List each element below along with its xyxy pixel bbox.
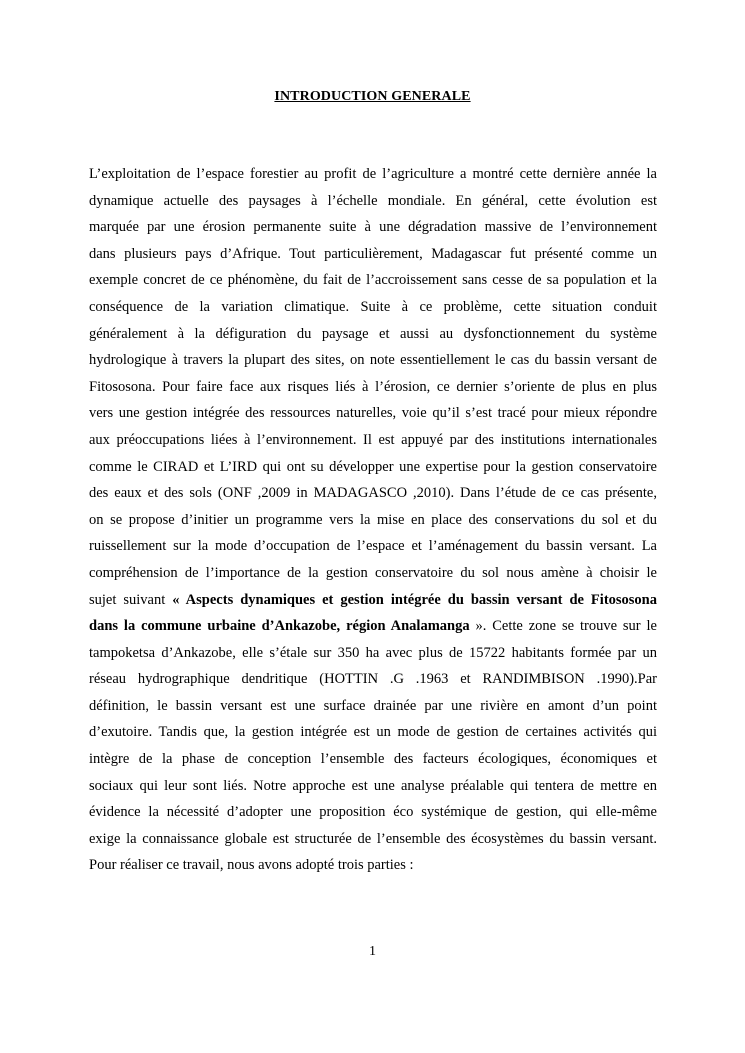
paragraph-line: hydrologique à travers la plupart des sites, on note essentiellement le cas du bassin versant de (89, 352, 657, 369)
paragraph-line: sociaux qui leur sont liés. Notre approche est une analyse préalable qui tentera de mettre en (89, 777, 657, 794)
paragraph-line: exige la connaissance globale est structurée de l’ensemble des écosystèmes du bassin versant. (89, 830, 657, 847)
paragraph-last-line: Pour réaliser ce travail, nous avons adopté trois parties : (89, 857, 414, 874)
subject-line-rest: ». Cette zone se trouve sur le (475, 618, 657, 635)
paragraph-line: compréhension de l’importance de la gestion conservatoire du sol nous amène à choisir le (89, 564, 657, 581)
paragraph-line: généralement à la défiguration du paysage et aussi au dysfonctionnement du système (89, 325, 657, 342)
paragraph-line: comme le CIRAD et L’IRD qui ont su développer une expertise pour la gestion conservatoire (89, 458, 657, 475)
paragraph-line: vers une gestion intégrée des ressources naturelles, voie qu’il s’est tracé pour mieux répondre (89, 405, 657, 422)
paragraph-line: conséquence de la variation climatique. Suite à ce problème, cette situation conduit (89, 298, 657, 315)
paragraph-line: des eaux et des sols (ONF ,2009 in MADAGASCO ,2010). Dans l’étude de ce cas présente, (89, 485, 657, 502)
paragraph-line: dynamique actuelle des paysages à l’échelle mondiale. En général, cette évolution est (89, 192, 657, 209)
paragraph-line: dans plusieurs pays d’Afrique. Tout particulièrement, Madagascar fut présenté comme un (89, 245, 657, 262)
paragraph-line: aux préoccupations liées à l’environnement. Il est appuyé par des institutions internationales (89, 431, 657, 448)
paragraph-line: d’exutoire. Tandis que, la gestion intégrée est un mode de gestion de certaines activités qui (89, 724, 657, 741)
page-number: 1 (369, 944, 376, 959)
paragraph-line: réseau hydrographique dendritique (HOTTIN .G .1963 et RANDIMBISON .1990).Par (89, 671, 657, 688)
paragraph-line-subject-cont (89, 613, 657, 640)
introduction-paragraph (89, 161, 657, 879)
paragraph-line: on se propose d’initier un programme vers la mise en place des conservations du sol et du (89, 511, 657, 528)
paragraph-line: marquée par une érosion permanente suite à une dégradation massive de l’environnement (89, 219, 657, 236)
paragraph-line-subject (89, 587, 657, 614)
paragraph-line: L’exploitation de l’espace forestier au profit de l’agriculture a montré cette dernière année la (89, 166, 657, 182)
paragraph-line: tampoketsa d’Ankazobe, elle s’étale sur 350 ha avec plus de 15722 habitants formée par un (89, 644, 657, 661)
paragraph-line: exemple concret de ce phénomène, du fait de l’accroissement sans cesse de sa population et la (89, 272, 657, 289)
paragraph-line: ruissellement sur la mode d’occupation de l’espace et l’aménagement du bassin versant. La (89, 538, 657, 555)
paragraph-line: définition, le bassin versant est une surface drainée par une rivière en amont d’un point (89, 697, 657, 714)
paragraph-line: évidence la nécessité d’adopter une proposition éco systémique de gestion, qui elle-même (89, 804, 657, 821)
subject-intro-text: sujet suivant (89, 591, 173, 608)
paragraph-line: Fitososona. Pour faire face aux risques liés à l’érosion, ce dernier s’oriente de plus en plus (89, 378, 657, 395)
subject-title-bold-cont: dans la commune urbaine d’Ankazobe, région Analamanga (89, 618, 476, 635)
paragraph-line: intègre de la phase de conception l’ensemble des facteurs écologiques, économiques et (89, 751, 657, 768)
page-title: INTRODUCTION GENERALE (274, 89, 471, 104)
subject-title-bold: « Aspects dynamiques et gestion intégrée du bassin versant de Fitososona (172, 591, 657, 608)
